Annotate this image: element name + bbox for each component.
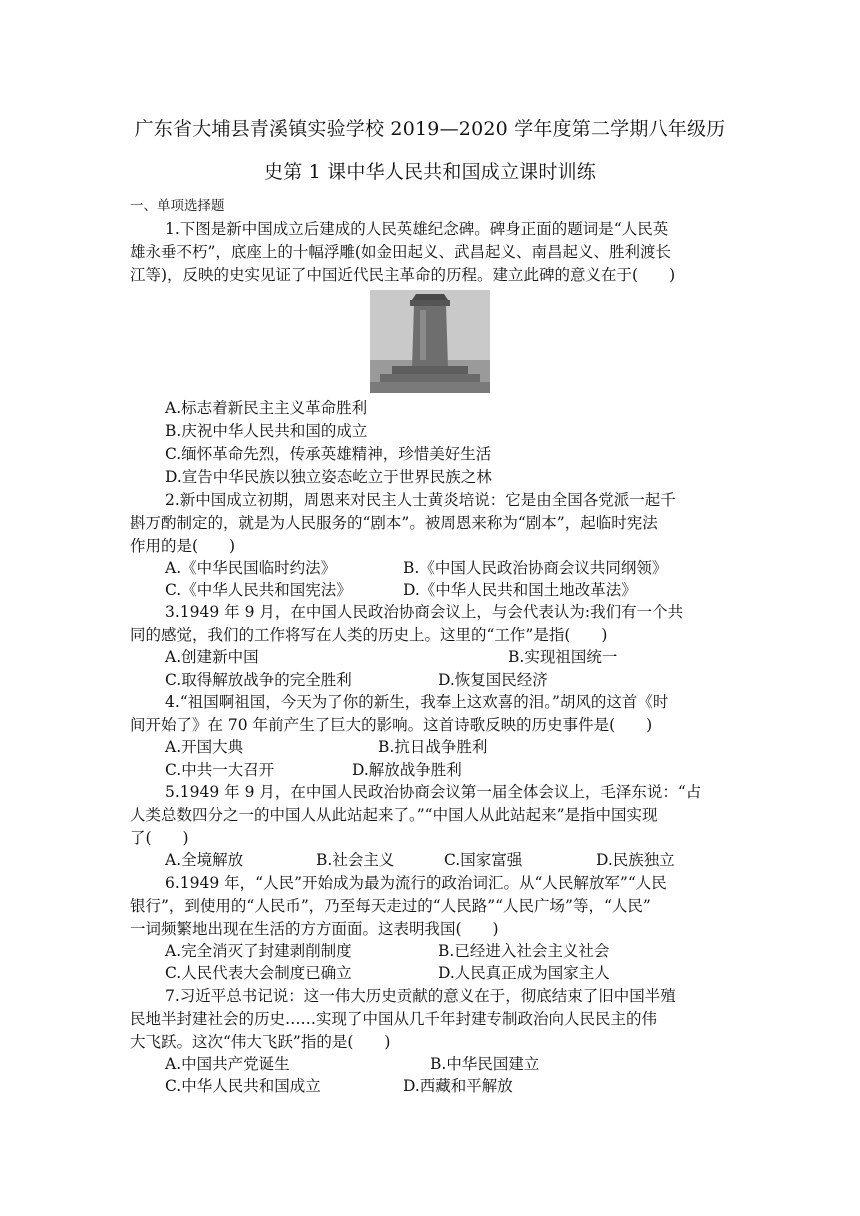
q3-stem-line-2: 同的感觉，我们的工作将写在人类的历史上。这里的“工作”是指( ) — [130, 626, 608, 644]
q7-option-a: A.中国共产党诞生 — [165, 1055, 290, 1073]
q1-stem-line-2: 雄永垂不朽”，底座上的十幅浮雕(如金田起义、武昌起义、南昌起义、胜利渡长 — [130, 243, 671, 261]
q4-option-d: D.解放战争胜利 — [352, 761, 462, 779]
q2-stem-line-1: 2.新中国成立初期，周恩来对民主人士黄炎培说：它是由全国各党派一起千 — [165, 491, 676, 509]
section-heading: 一、单项选择题 — [130, 198, 225, 214]
q2-option-a: A.《中华民国临时约法》 — [165, 559, 337, 577]
q4-option-a: A.开国大典 — [165, 738, 244, 756]
q1-option-a: A.标志着新民主主义革命胜利 — [165, 399, 368, 417]
q4-stem-line-2: 间开始了》在 70 年前产生了巨大的影响。这首诗歌反映的历史事件是( ) — [130, 716, 653, 734]
q2-option-c: C.《中华人民共和国宪法》 — [165, 581, 352, 599]
q5-option-d: D.民族独立 — [596, 851, 675, 869]
monument-illustration — [370, 290, 490, 393]
q1-stem-line-1: 1.下图是新中国成立后建成的人民英雄纪念碑。碑身正面的题词是“人民英 — [165, 220, 669, 238]
q5-option-b: B.社会主义 — [316, 851, 395, 869]
document-title-line-1: 广东省大埔县青溪镇实验学校 2019—2020 学年度第二学期八年级历 — [134, 118, 726, 140]
q1-stem-line-3: 江等)，反映的史实见证了中国近代民主革命的历程。建立此碑的意义在于( ) — [130, 266, 676, 284]
q3-option-b: B.实现祖国统一 — [508, 648, 618, 666]
q6-stem-line-2: 银行”，到使用的“人民币”，乃至每天走过的“人民路”“人民广场”等，“人民” — [130, 897, 651, 915]
q7-option-d: D.西藏和平解放 — [403, 1077, 513, 1095]
q6-option-b: B.已经进入社会主义社会 — [438, 942, 610, 960]
q5-option-a: A.全境解放 — [165, 851, 244, 869]
q3-option-d: D.恢复国民经济 — [438, 671, 548, 689]
q6-option-c: C.人民代表大会制度已确立 — [165, 964, 352, 982]
q4-option-b: B.抗日战争胜利 — [378, 738, 488, 756]
q2-option-b: B.《中国人民政治协商会议共同纲领》 — [403, 559, 668, 577]
q5-stem-line-3: 了( ) — [130, 829, 189, 847]
q2-option-d: D.《中华人民共和国土地改革法》 — [403, 581, 637, 599]
q2-stem-line-3: 作用的是( ) — [130, 537, 236, 555]
q6-stem-line-3: 一词频繁地出现在生活的方方面面。这表明我国( ) — [130, 920, 499, 938]
q4-option-c: C.中共一大召开 — [165, 761, 275, 779]
q1-option-d: D.宣告中华民族以独立姿态屹立于世界民族之林 — [165, 468, 492, 486]
q7-stem-line-3: 大飞跃。这次“伟大飞跃”指的是( ) — [130, 1033, 391, 1051]
q5-stem-line-1: 5.1949 年 9 月，在中国人民政治协商会议第一届全体会议上，毛泽东说：“占 — [165, 783, 702, 801]
q6-option-a: A.完全消灭了封建剥削制度 — [165, 942, 352, 960]
q7-option-c: C.中华人民共和国成立 — [165, 1077, 321, 1095]
q7-stem-line-1: 7.习近平总书记说：这一伟大历史贡献的意义在于，彻底结束了旧中国半殖 — [165, 987, 676, 1005]
monument-photo — [370, 290, 490, 393]
q3-option-c: C.取得解放战争的完全胜利 — [165, 671, 352, 689]
q6-option-d: D.人民真正成为国家主人 — [438, 964, 610, 982]
q3-stem-line-1: 3.1949 年 9 月，在中国人民政治协商会议上，与会代表认为:我们有一个共 — [165, 603, 684, 621]
q4-stem-line-1: 4.“祖国啊祖国，今天为了你的新生，我奉上这欢喜的泪。”胡风的这首《时 — [165, 693, 669, 711]
q1-option-c: C.缅怀革命先烈，传承英雄精神，珍惜美好生活 — [165, 445, 492, 463]
q3-option-a: A.创建新中国 — [165, 648, 259, 666]
q7-option-b: B.中华民国建立 — [430, 1055, 540, 1073]
document-title-line-2: 史第 1 课中华人民共和国成立课时训练 — [264, 161, 596, 183]
q7-stem-line-2: 民地半封建社会的历史……实现了中国从几千年封建专制政治向人民民主的伟 — [130, 1010, 658, 1028]
q2-stem-line-2: 斟万酌制定的，就是为人民服务的“剧本”。被周恩来称为“剧本”，起临时宪法 — [130, 514, 658, 532]
q5-option-c: C.国家富强 — [444, 851, 523, 869]
q5-stem-line-2: 人类总数四分之一的中国人从此站起来了。”“中国人从此站起来”是指中国实现 — [130, 806, 658, 824]
q1-option-b: B.庆祝中华人民共和国的成立 — [165, 422, 368, 440]
q6-stem-line-1: 6.1949 年，“人民”开始成为最为流行的政治词汇。从“人民解放军”“人民 — [165, 874, 667, 892]
